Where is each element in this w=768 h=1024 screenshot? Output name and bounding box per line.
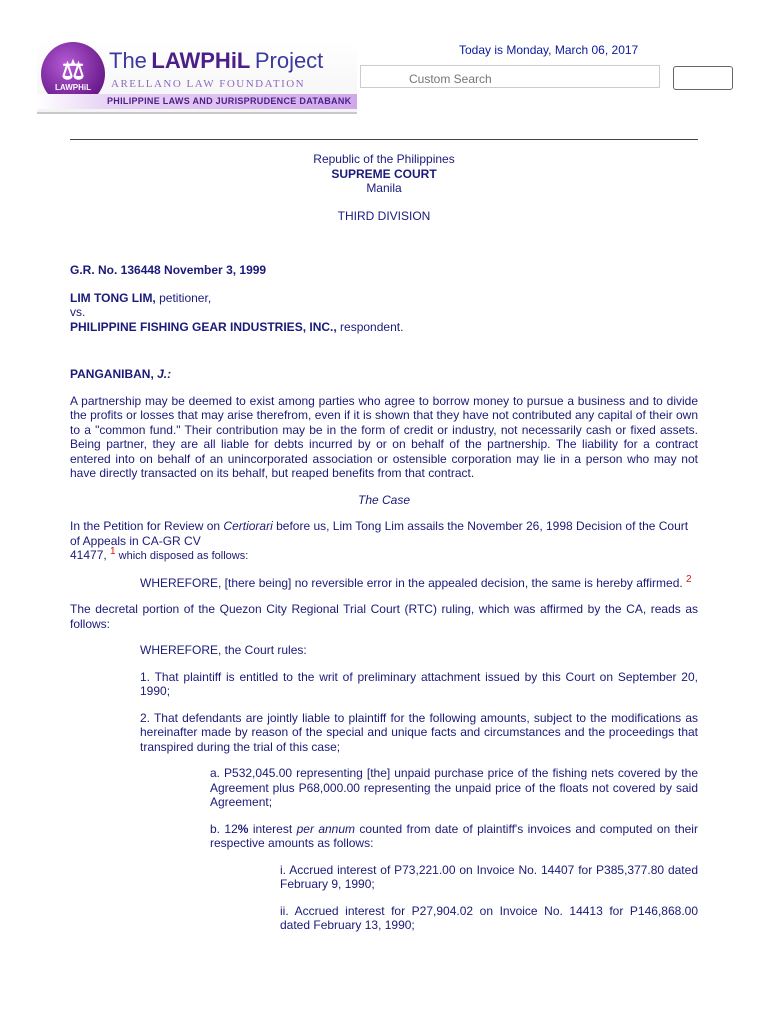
ca-dispositive — [140, 573, 698, 591]
brand-project: Project — [254, 48, 324, 73]
item2b-text-b: interest — [248, 821, 297, 836]
item2b-text-c: counted from date of plaintiff's invoices and computed on their respective amounts as follows: — [210, 821, 698, 850]
republic-line: Republic of the Philippines — [313, 152, 455, 166]
foundation-name: ARELLANO LAW FOUNDATION — [111, 78, 306, 90]
brand-tagline: PHILIPPINE LAWS AND JURISPRUDENCE DATABANK — [37, 94, 357, 109]
ruling-item-2b-i: i. Accrued interest of P73,221.00 on Invoice No. 14407 for P385,377.80 dated February 9, 1990; — [280, 862, 698, 891]
petition-paragraph — [70, 519, 698, 564]
court-city: Manila — [366, 181, 402, 195]
court-heading — [70, 152, 698, 223]
header-divider — [70, 139, 698, 140]
search-button[interactable] — [673, 66, 733, 90]
petitioner-name: LIM TONG LIM, — [70, 290, 156, 305]
respondent-name: PHILIPPINE FISHING GEAR INDUSTRIES, INC., — [70, 319, 337, 334]
ruling-item-2b — [210, 822, 698, 851]
rtc-wherefore: WHEREFORE, the Court rules: — [140, 643, 307, 657]
ponente-name: PANGANIBAN, — [70, 367, 154, 381]
ponente — [70, 367, 698, 382]
certiorari-term: Certiorari — [223, 519, 273, 533]
section-heading-the-case — [70, 493, 698, 508]
petition-text-c: 41477, — [70, 548, 111, 562]
scales-of-justice-icon: ⚖ — [61, 54, 85, 85]
brand-lawphil: LAWPHiL — [151, 48, 251, 73]
court-name: SUPREME COURT — [331, 166, 437, 181]
ruling-item-2a: a. P532,045.00 representing [the] unpaid purchase price of the fishing nets covered by the Agreement plus P68,000.00 representing the unpaid price of the floats not covered by said Agreement; — [210, 766, 698, 809]
ca-wherefore-text: WHEREFORE, [there being] no reversible error in the appealed decision, the same is hereby affirmed. — [140, 575, 687, 590]
site-header — [0, 0, 768, 120]
the-case-label: The Case — [357, 492, 411, 507]
footnote-1-link[interactable]: 1 — [110, 546, 116, 557]
ruling-item-2b-ii: ii. Accrued interest for P27,904.02 on Invoice No. 14413 for P146,868.00 dated February 13, 1990; — [280, 903, 698, 932]
parties — [70, 291, 698, 335]
petition-text-b: before us, Lim Tong Lim assails the November 26, 1998 Decision of the Court of Appeals in CA-GR CV — [70, 519, 689, 548]
item2b-text-a: b. 12 — [210, 821, 238, 836]
seal-text: LAWPHiL — [55, 82, 91, 92]
brand-the: The — [109, 48, 147, 73]
footnote-2-link[interactable]: 2 — [686, 573, 692, 585]
decision-document — [70, 152, 698, 933]
petition-text-d: which disposed as follows: — [115, 550, 249, 562]
petitioner-role: petitioner, — [155, 290, 212, 305]
ponente-justice: J.: — [157, 367, 172, 381]
brand-title — [109, 48, 323, 74]
intro-paragraph: A partnership may be deemed to exist among parties who agree to borrow money to pursue a business and to divide the profits or losses that may arise therefrom, even if it is shown that they have not contributed any capital of their own to a "common fund." Their contribution may be in the form of credit or industry, not necessarily cash or fixed assets. Being partner, they are all liable for debts incurred by or on behalf of the partnership. The liability for a contract entered into on behalf of an unincorporated association or ostensible corporation may lie in a person who may not have directly transacted on its behalf, but reaped benefits from that contract. — [70, 393, 698, 480]
ruling-item-1: 1. That plaintiff is entitled to the writ of preliminary attachment issued by this Court on September 20, 1990; — [140, 669, 698, 698]
versus: vs. — [70, 305, 86, 319]
decretal-paragraph: The decretal portion of the Quezon City Regional Trial Court (RTC) ruling, which was affirmed by the CA, reads as follows: — [70, 602, 698, 631]
search-input[interactable] — [360, 65, 660, 88]
respondent-role: respondent. — [336, 319, 404, 334]
petition-text-a: In the Petition for Review on — [70, 519, 224, 533]
item2b-percent: % — [237, 821, 249, 836]
current-date: Today is Monday, March 06, 2017 — [459, 43, 639, 57]
case-number: G.R. No. 136448 November 3, 1999 — [70, 263, 267, 277]
ruling-item-2: 2. That defendants are jointly liable to plaintiff for the following amounts, subject to the modifications as hereinafter made by reason of the special and unique facts and circumstances and the proceedings that transpired during the trial of this case; — [140, 710, 698, 754]
lawphil-logo[interactable] — [37, 40, 357, 114]
per-annum-term: per annum — [296, 821, 356, 836]
division-name: THIRD DIVISION — [337, 208, 431, 223]
